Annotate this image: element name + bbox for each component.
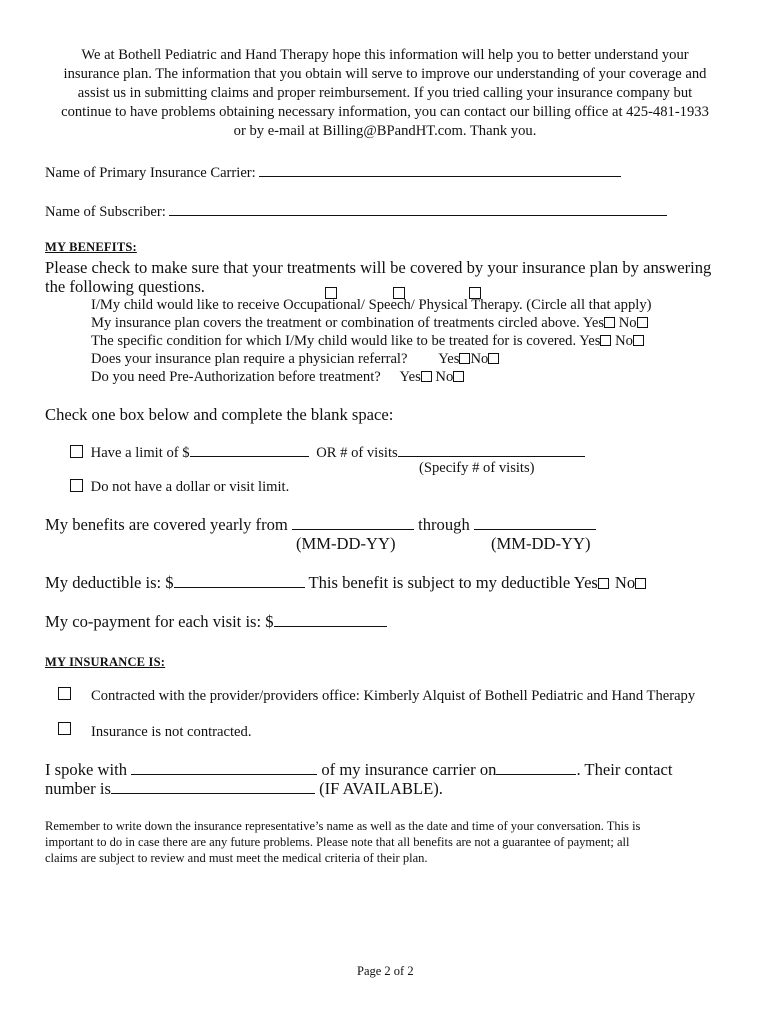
yes-label: Yes [399,369,421,385]
limit-visits-field[interactable] [398,442,585,457]
intro-line: or by e-mail at Billing@BPandHT.com. Thank you. [233,123,537,139]
through-date-hint: (MM-DD-YY) [491,534,591,553]
note-line: claims are subject to review and must meet the medical criteria of their plan. [45,851,428,865]
question-therapy-type: I/My child would like to receive Occupational/ Speech/ Physical Therapy. (Circle all that apply) [91,297,652,313]
subscriber-row [45,201,667,221]
no-checkbox[interactable] [453,371,464,382]
benefits-heading: MY BENEFITS: [45,240,137,254]
deductible-subject-label: This benefit is subject to my deductible Yes [308,573,598,592]
no-limit-row [70,479,289,496]
limit-visits-hint: (Specify # of visits) [419,460,535,476]
question-text: Does your insurance plan require a physician referral? [91,351,408,367]
no-label: No [435,369,454,385]
question-preauth [91,369,464,386]
conversation-date-field[interactable] [496,760,576,775]
coverage-through-field[interactable] [474,515,596,530]
insurance-heading: MY INSURANCE IS: [45,655,166,669]
question-text: My insurance plan covers the treatment or combination of treatments circled above. [91,315,580,331]
benefits-intro-line1: Please check to make sure that your treatments will be covered by your insurance plan by answering [45,258,712,277]
contracted-checkbox[interactable] [58,687,71,700]
intro-line: insurance plan. The information that you obtain will serve to improve our understanding of your coverage and [63,66,707,82]
coverage-through-label: through [418,515,470,534]
subscriber-label: Name of Subscriber: [45,204,166,220]
yes-checkbox[interactable] [421,371,432,382]
no-limit-checkbox[interactable] [70,479,83,492]
intro-paragraph [40,46,730,141]
intro-line: continue to have problems obtaining necessary information, you can contact our billing office at 425-481-1933 [61,104,709,120]
no-label: No [615,333,633,349]
copay-row [45,612,387,632]
representative-name-field[interactable] [131,760,317,775]
yes-checkbox[interactable] [600,335,611,346]
primary-carrier-label: Name of Primary Insurance Carrier: [45,165,256,181]
question-condition-covered [91,333,644,350]
no-checkbox[interactable] [637,317,648,328]
spoke-carrier-label: of my insurance carrier on [321,760,497,779]
limit-visits-label: OR # of visits [316,445,398,461]
limit-checkbox[interactable] [70,445,83,458]
intro-line: We at Bothell Pediatric and Hand Therapy hope this information will help you to better understand your [81,47,689,63]
spoke-label: I spoke with [45,760,128,779]
copay-label: My co-payment for each visit is: $ [45,612,274,631]
no-label: No [618,315,637,331]
yes-label: Yes [438,351,460,367]
coverage-from-label: My benefits are covered yearly from [45,515,288,534]
copay-field[interactable] [274,612,387,627]
no-label: No [470,351,489,367]
no-checkbox[interactable] [635,578,646,589]
contact-number-field[interactable] [111,779,315,794]
page-number: Page 2 of 2 [357,964,414,978]
intro-line: assist us in submitting claims and proper reimbursement. If you tried calling your insurance company but [77,85,693,101]
coverage-dates-row [45,515,596,535]
if-available-label: (IF AVAILABLE). [319,779,443,798]
not-contracted-checkbox[interactable] [58,722,71,735]
contracted-label: Contracted with the provider/providers office: Kimberly Alquist of Bothell Pediatric and Hand Therapy [91,688,696,704]
yes-checkbox[interactable] [598,578,609,589]
contact-number-label: number is [45,779,111,798]
question-text: The specific condition for which I/My child would like to be treated for is covered. [91,333,577,349]
limit-dollar-label: Have a limit of $ [90,445,190,461]
yes-checkbox[interactable] [604,317,615,328]
note-line: important to do in case there are any future problems. Please note that all benefits are not a guarantee of payment; all [45,835,630,849]
coverage-from-field[interactable] [292,515,414,530]
no-checkbox[interactable] [633,335,644,346]
deductible-row [45,573,646,593]
yes-label: Yes [579,333,601,349]
primary-carrier-row [45,162,621,182]
deductible-field[interactable] [174,573,305,588]
no-limit-label: Do not have a dollar or visit limit. [90,479,290,495]
yes-label: Yes [582,315,605,331]
spoke-row-2 [45,779,443,799]
deductible-label: My deductible is: $ [45,573,174,592]
limits-prompt: Check one box below and complete the blank space: [45,405,394,424]
no-checkbox[interactable] [488,353,499,364]
limit-dollar-field[interactable] [190,442,309,457]
no-label: No [614,573,636,592]
spoke-contact-label: . Their contact [576,760,673,779]
benefits-intro-line2: the following questions. [45,277,205,296]
subscriber-field[interactable] [169,201,667,216]
question-plan-covers [91,315,648,332]
reminder-note [45,818,640,866]
question-text: Do you need Pre-Authorization before treatment? [91,369,381,385]
from-date-hint: (MM-DD-YY) [296,534,396,553]
not-contracted-label: Insurance is not contracted. [91,724,252,740]
yes-checkbox[interactable] [459,353,470,364]
spoke-row-1 [45,760,672,780]
question-referral [91,351,499,368]
limit-option-row [70,442,585,462]
primary-carrier-field[interactable] [259,162,621,177]
note-line: Remember to write down the insurance representative’s name as well as the date and time of your conversation. This is [45,819,641,833]
